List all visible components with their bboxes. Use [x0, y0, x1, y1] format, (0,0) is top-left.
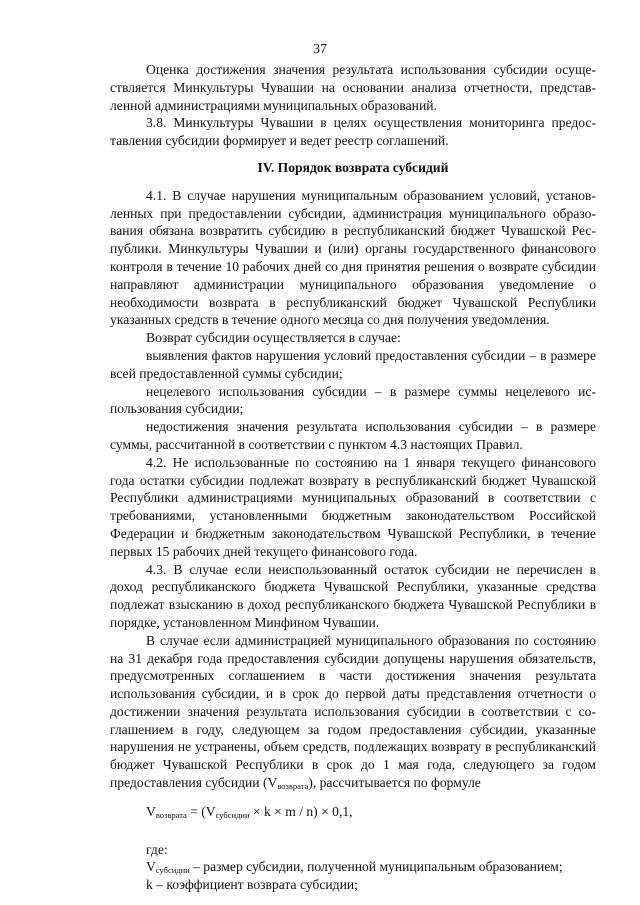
definition-symbol: V — [146, 859, 156, 875]
paragraph: выявления фактов нарушения условий предоставления субсидии – в размере всей предоставленной суммы субсидии; — [110, 347, 596, 381]
definition-symbol: k — [146, 877, 153, 893]
paragraph: Оценка достижения значения результата использования субсидии осуществляется Минкультуры Чувашии на основании анализа отчетности, представленной администрациями муниципальных образований. — [110, 62, 596, 113]
paragraph: 4.3. В случае если неиспользованный остаток субсидии не перечислен в доход республиканского бюджета Чувашской Республики, указанные средства подлежат взысканию в доход республиканского бюджета Чувашской Республики в порядке, установленном Минфином Чувашии. — [110, 561, 596, 630]
paragraph-text: В случае если администрацией муниципального образования по состоянию на 31 декабря года предоставления субсидии допущены нарушения обязательств, предусмотренных соглашением в части достижения значения результата использования субсидии, и в срок до первой даты представления отчетности о достижении значения результата использования субсидии в соответствии с соглашением в году, следующем за годом предоставления субсидии, указанные нарушения не устранены, объем средств, подлежащих возврату в республиканский бюджет Чувашской Республики в срок до 1 мая года, следующего за годом предоставления субсидии (V — [110, 632, 596, 791]
document-body — [110, 61, 596, 894]
paragraph: 4.1. В случае нарушения муниципальным образованием условий, установленных при предоставлении субсидии, администрация муниципального образования обязана возвратить субсидию в республиканский бюджет Чувашской Республики. Минкультуры Чувашии и (или) органы государственного финансового контроля в течение 10 рабочих дней со дня принятия решения о возврате субсидии направляют администрации муниципального образования уведомление о необходимости возврата в республиканский бюджет Чувашской Республики указанных средств в течение одного месяца со дня получения уведомления. — [110, 187, 596, 328]
paragraph: нецелевого использования субсидии – в размере суммы нецелевого использования субсидии; — [110, 383, 596, 417]
formula-sub2: субсидии — [215, 809, 250, 820]
formula-lhs: V — [146, 803, 156, 819]
formula-rest: × k × m / n) × 0,1, — [249, 803, 353, 819]
paragraph-formula-intro — [110, 632, 596, 792]
definition — [110, 858, 596, 876]
definition-text: – размер субсидии, полученной муниципальным образованием; — [189, 859, 563, 875]
formula-lhs-sub: возврата — [155, 809, 187, 820]
section-heading: IV. Порядок возврата субсидий — [257, 159, 449, 175]
paragraph: Возврат субсидии осуществляется в случае: — [146, 330, 401, 346]
definition-text: – коэффициент возврата субсидии; — [152, 877, 358, 893]
formula — [110, 803, 596, 821]
definition-sub: субсидии — [155, 865, 190, 876]
page-number: 37 — [313, 41, 327, 56]
formula-eq: = (V — [186, 803, 216, 819]
where-label: где: — [146, 841, 168, 857]
subscript: возврата — [277, 781, 309, 792]
paragraph: 3.8. Минкультуры Чувашии в целях осуществления мониторинга предоставления субсидии формирует и ведет реестр соглашений. — [110, 115, 596, 149]
paragraph-end: ), рассчитывается по формуле — [308, 775, 481, 791]
paragraph: 4.2. Не использованные по состоянию на 1 января текущего финансового года остатки субсидии подлежат возврату в республиканский бюджет Чувашской Республики администрациями муниципальных образований в соответствии с требованиями, установленными бюджетным законодательством Российской Федерации и бюджетным законодательством Чувашской Республики, в течение первых 15 рабочих дней текущего финансового года. — [110, 454, 596, 559]
definition — [110, 876, 596, 894]
paragraph: недостижения значения результата использования субсидии – в размере суммы, рассчитанной в соответствии с пунктом 4.3 настоящих Правил. — [110, 419, 596, 452]
